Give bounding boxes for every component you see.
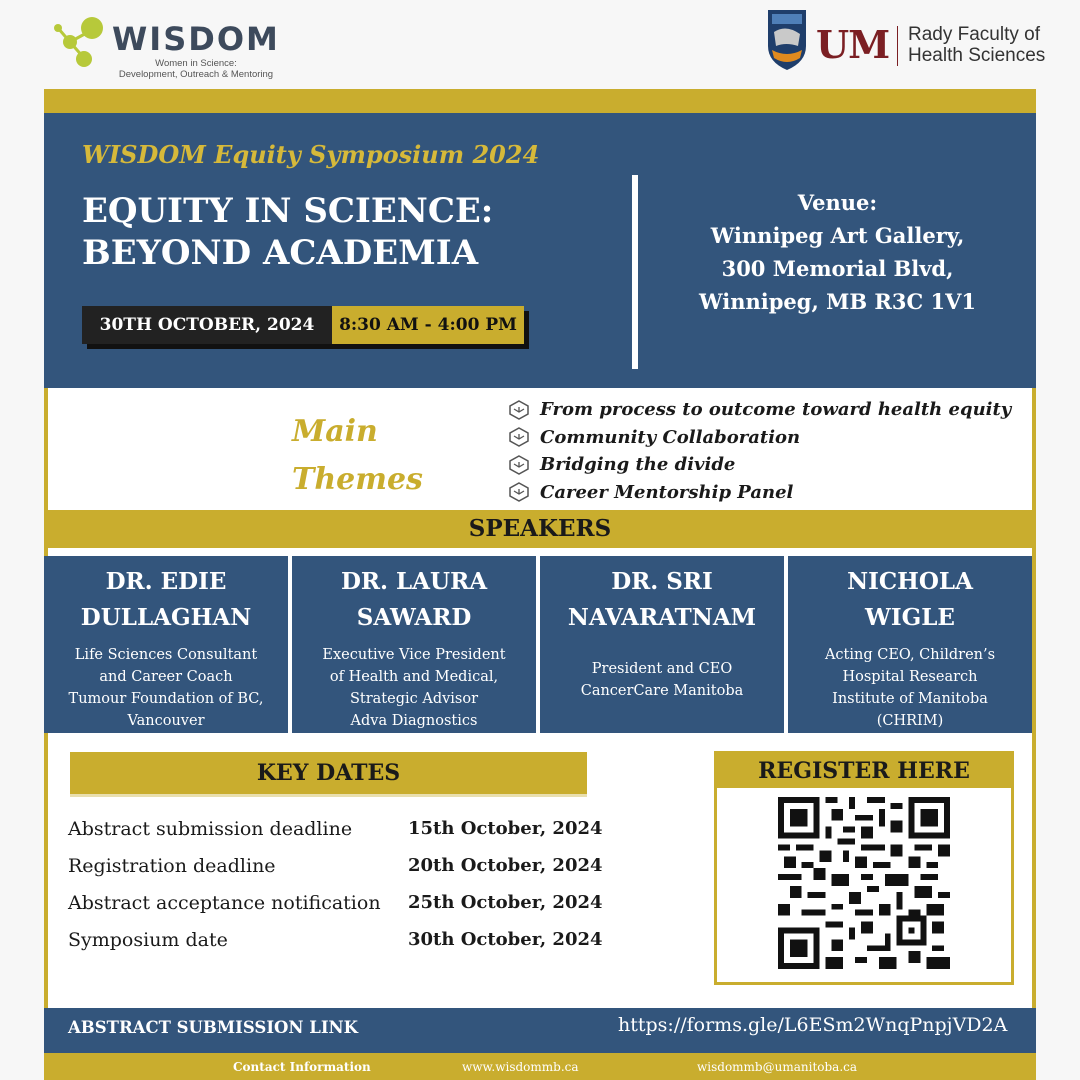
wisdom-wordmark: WISDOM bbox=[112, 20, 280, 58]
contact-label: Contact Information bbox=[233, 1060, 371, 1074]
wisdom-logo bbox=[50, 8, 290, 78]
abstract-submission-label: ABSTRACT SUBMISSION LINK bbox=[68, 1018, 358, 1037]
cube-icon bbox=[508, 454, 530, 476]
speaker-name: DR. EDIE DULLAGHAN bbox=[80, 568, 252, 631]
cube-icon bbox=[508, 426, 530, 448]
theme-item: Career Mentorship Panel bbox=[508, 479, 1011, 507]
speaker-name: DR. LAURA SAWARD bbox=[340, 568, 488, 631]
main-themes-label: Main Themes bbox=[292, 414, 423, 497]
um-shield-icon bbox=[766, 6, 808, 72]
speaker-card bbox=[540, 556, 784, 733]
event-time-badge: 8:30 AM - 4:00 PM bbox=[332, 306, 524, 344]
key-date-row: Symposium date 30th October, 2024 bbox=[68, 928, 603, 951]
website-link[interactable]: www.wisdommb.ca bbox=[462, 1060, 579, 1074]
um-divider bbox=[897, 26, 898, 66]
event-title: EQUITY IN SCIENCE: BEYOND ACADEMIA bbox=[82, 191, 494, 273]
um-wordmark: UM bbox=[816, 22, 890, 67]
registration-qr-code[interactable] bbox=[778, 797, 950, 969]
um-faculty-name: Rady Faculty of Health Sciences bbox=[908, 24, 1046, 66]
event-date-badge: 30TH OCTOBER, 2024 bbox=[82, 306, 332, 344]
key-date-row: Registration deadline 20th October, 2024 bbox=[68, 854, 603, 877]
speaker-desc: President and CEO CancerCare Manitoba bbox=[580, 661, 744, 699]
theme-item: Bridging the divide bbox=[508, 451, 1011, 479]
key-dates-table bbox=[68, 810, 603, 958]
wisdom-tagline: Women in Science: Development, Outreach & Mentoring bbox=[118, 58, 274, 80]
hero-divider bbox=[632, 175, 638, 369]
cube-icon bbox=[508, 481, 530, 503]
speaker-desc: Acting CEO, Children’s Hospital Research Institute of Manitoba (CHRIM) bbox=[824, 647, 996, 729]
theme-item: From process to outcome toward health equity bbox=[508, 396, 1011, 424]
venue-label: Venue: bbox=[797, 190, 878, 215]
theme-item: Community Collaboration bbox=[508, 424, 1011, 452]
speaker-desc: Executive Vice President of Health and Medical, Strategic Advisor Adva Diagnostics bbox=[322, 647, 506, 729]
themes-list bbox=[508, 396, 1011, 506]
cube-icon bbox=[508, 399, 530, 421]
speaker-card bbox=[44, 556, 288, 733]
register-heading: REGISTER HERE bbox=[717, 754, 1011, 788]
speaker-card bbox=[788, 556, 1032, 733]
key-dates-heading: KEY DATES bbox=[70, 752, 587, 794]
email-link[interactable]: wisdommb@umanitoba.ca bbox=[697, 1060, 858, 1074]
speakers-row bbox=[44, 556, 1032, 733]
molecule-icon bbox=[50, 8, 112, 70]
um-logo bbox=[766, 6, 1046, 76]
speaker-name: DR. SRI NAVARATNAM bbox=[567, 568, 757, 631]
key-date-row: Abstract submission deadline 15th October, 2024 bbox=[68, 817, 603, 840]
speaker-card bbox=[292, 556, 536, 733]
event-subtitle: WISDOM Equity Symposium 2024 bbox=[82, 140, 540, 169]
speaker-desc: Life Sciences Consultant and Career Coach Tumour Foundation of BC, Vancouver bbox=[68, 647, 264, 729]
gold-top-band bbox=[44, 89, 1036, 113]
speakers-heading: SPEAKERS bbox=[44, 510, 1036, 548]
venue-block: Venue: Winnipeg Art Gallery, 300 Memorial Blvd, Winnipeg, MB R3C 1V1 bbox=[660, 186, 1015, 318]
key-date-row: Abstract acceptance notification 25th October, 2024 bbox=[68, 891, 603, 914]
speaker-name: NICHOLA WIGLE bbox=[847, 568, 973, 631]
abstract-submission-link[interactable]: https://forms.gle/L6ESm2WnqPnpjVD2A bbox=[618, 1014, 1008, 1036]
